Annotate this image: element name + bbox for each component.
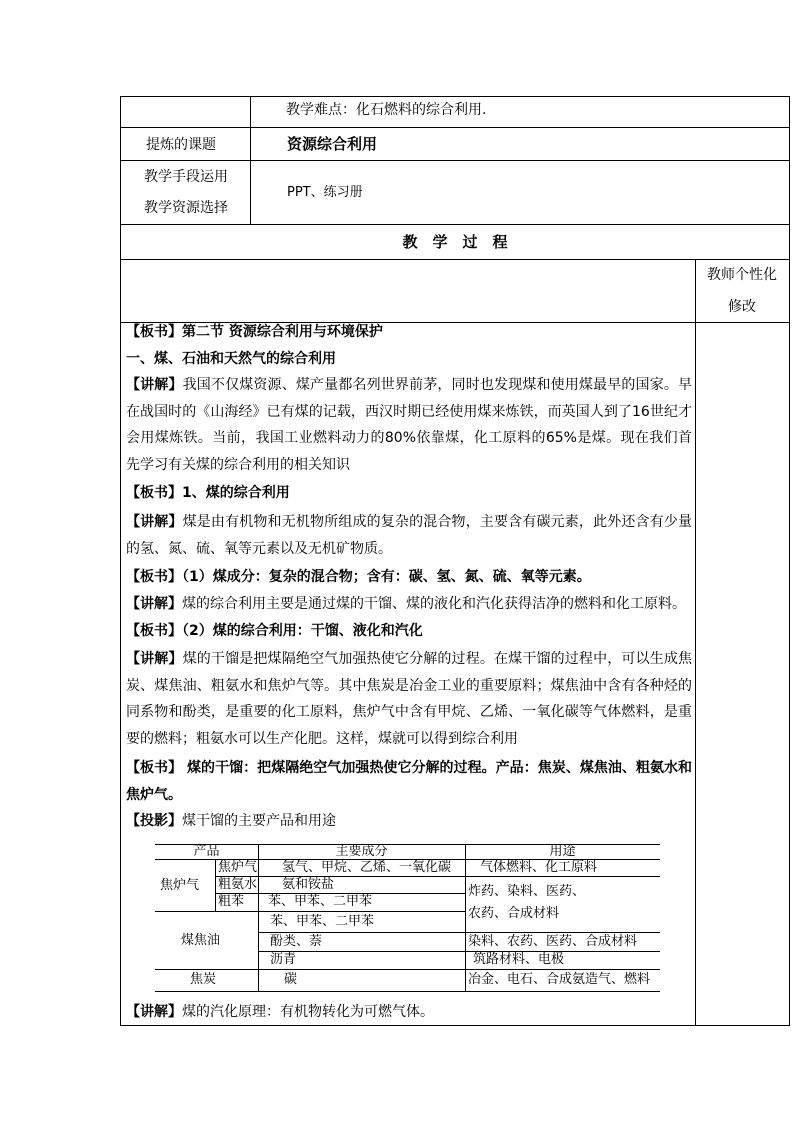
use-coke: 冶金、电石、合成氨造气、燃料 (468, 972, 651, 987)
group-coal-tar: 煤焦油 (181, 933, 221, 948)
topic-value: 资源综合利用 (287, 135, 378, 153)
explanation-gasification: 【讲解】煤的汽化原理：有机物转化为可燃气体。 (126, 1004, 434, 1020)
projection-caption: 【投影】煤干馏的主要产品和用途 (126, 813, 336, 829)
teacher-column-header-1: 教师个性化 (707, 267, 777, 283)
header-product: 产品 (193, 844, 220, 859)
comp-tar-3: 沥青 (270, 952, 297, 967)
teacher-column-divider (695, 259, 696, 1026)
sub-coke-oven-gas: 焦炉气 (218, 860, 258, 875)
row-divider (120, 224, 790, 225)
process-title: 教 学 过 程 (402, 233, 508, 251)
sub-crude-ammonia: 粗氨水 (218, 877, 258, 892)
subheading-fuel-utilization: 一、煤、石油和天然气的综合利用 (126, 351, 336, 367)
teacher-column-header-2: 修改 (728, 299, 756, 315)
explanation-coal-history: 【讲解】我国不仅煤资源、煤产量都名列世界前茅，同时也发现煤和使用煤最早的国家。早在战国时的《山海经》已有煤的记载，西汉时期已经使用煤来炼铁，而英国人到了16世纪才会用煤炼铁。当前，我国工业燃料动力的80%依靠煤，化工原料的65%是煤。现在我们首先学习有关煤的综合利用的相关知识 (126, 377, 693, 473)
comp-gas-3: 苯、甲苯、二甲苯 (268, 894, 373, 909)
use-gas-2a: 炸药、染料、医药、 (468, 884, 586, 899)
board-section-title: 【板书】第二节 资源综合利用与环境保护 (126, 324, 383, 340)
comp-gas-1: 氢气、甲烷、乙烯、一氧化碳 (282, 860, 452, 875)
group-coke-oven-gas: 焦炉气 (160, 878, 200, 893)
board-dry-distillation: 【板书】 煤的干馏：把煤隔绝空气加强热使它分解的过程。产品：焦炭、煤焦油、粗氨水和焦炉气。 (126, 760, 693, 803)
teaching-difficulty: 教学难点：化石燃料的综合利用. (286, 102, 487, 118)
means-label-1: 教学手段运用 (144, 169, 228, 185)
board-tag: 【板书】 (126, 324, 182, 340)
explanation-dry-distillation: 【讲解】煤的干馏是把煤隔绝空气加强热使它分解的过程。在煤干馏的过程中，可以生成焦炭、煤焦油、粗氨水和焦炉气等。其中焦炭是冶金工业的重要原料；煤焦油中含有各种烃的同系物和酚类，是重要的化工原料，焦炉气中含有甲烷、乙烯、一氧化碳等气体燃料，是重要的燃料；粗氨水可以生产化肥。这样，煤就可以得到综合利用 (126, 651, 693, 747)
board-coal-methods: 【板书】（2）煤的综合利用：干馏、液化和汽化 (126, 623, 423, 639)
means-value: PPT、练习册 (287, 185, 363, 200)
comp-tar-2: 酚类、萘 (270, 934, 323, 949)
use-gas-2b: 农药、合成材料 (468, 906, 560, 921)
table-top-border (120, 96, 790, 97)
label-column-divider (250, 96, 251, 224)
sub-crude-benzene: 粗苯 (218, 894, 245, 909)
comp-coke: 碳 (284, 972, 298, 987)
use-gas-1: 气体燃料、化工原料 (480, 860, 598, 875)
row-divider (120, 160, 790, 161)
lecture-tag: 【讲解】 (126, 377, 183, 393)
means-label-2: 教学资源选择 (144, 200, 228, 216)
topic-label: 提炼的课题 (146, 137, 216, 153)
use-tar-2: 染料、农药、医药、合成材料 (468, 934, 638, 949)
header-use: 用途 (549, 844, 576, 859)
explanation-coal-processes: 【讲解】煤的综合利用主要是通过煤的干馏、煤的液化和汽化获得洁净的燃料和化工原料。 (126, 596, 686, 612)
comp-gas-2: 氨和铵盐 (282, 877, 335, 892)
header-composition: 主要成分 (335, 844, 388, 859)
group-coke: 焦炭 (190, 972, 217, 987)
comp-tar-1: 苯、甲苯、二甲苯 (270, 914, 375, 929)
row-divider (120, 127, 790, 128)
explanation-coal-composition: 【讲解】煤是由有机物和无机物所组成的复杂的混合物，主要含有碳元素，此外还含有少量的氢、氮、硫、氧等元素以及无机矿物质。 (126, 514, 693, 557)
board-coal-utilization: 【板书】1、煤的综合利用 (126, 485, 290, 501)
use-tar-3: 筑路材料、电极 (473, 952, 565, 967)
board-coal-components: 【板书】（1）煤成分：复杂的混合物；含有：碳、氢、氮、硫、氧等元素。 (126, 569, 591, 585)
row-divider (120, 259, 790, 260)
